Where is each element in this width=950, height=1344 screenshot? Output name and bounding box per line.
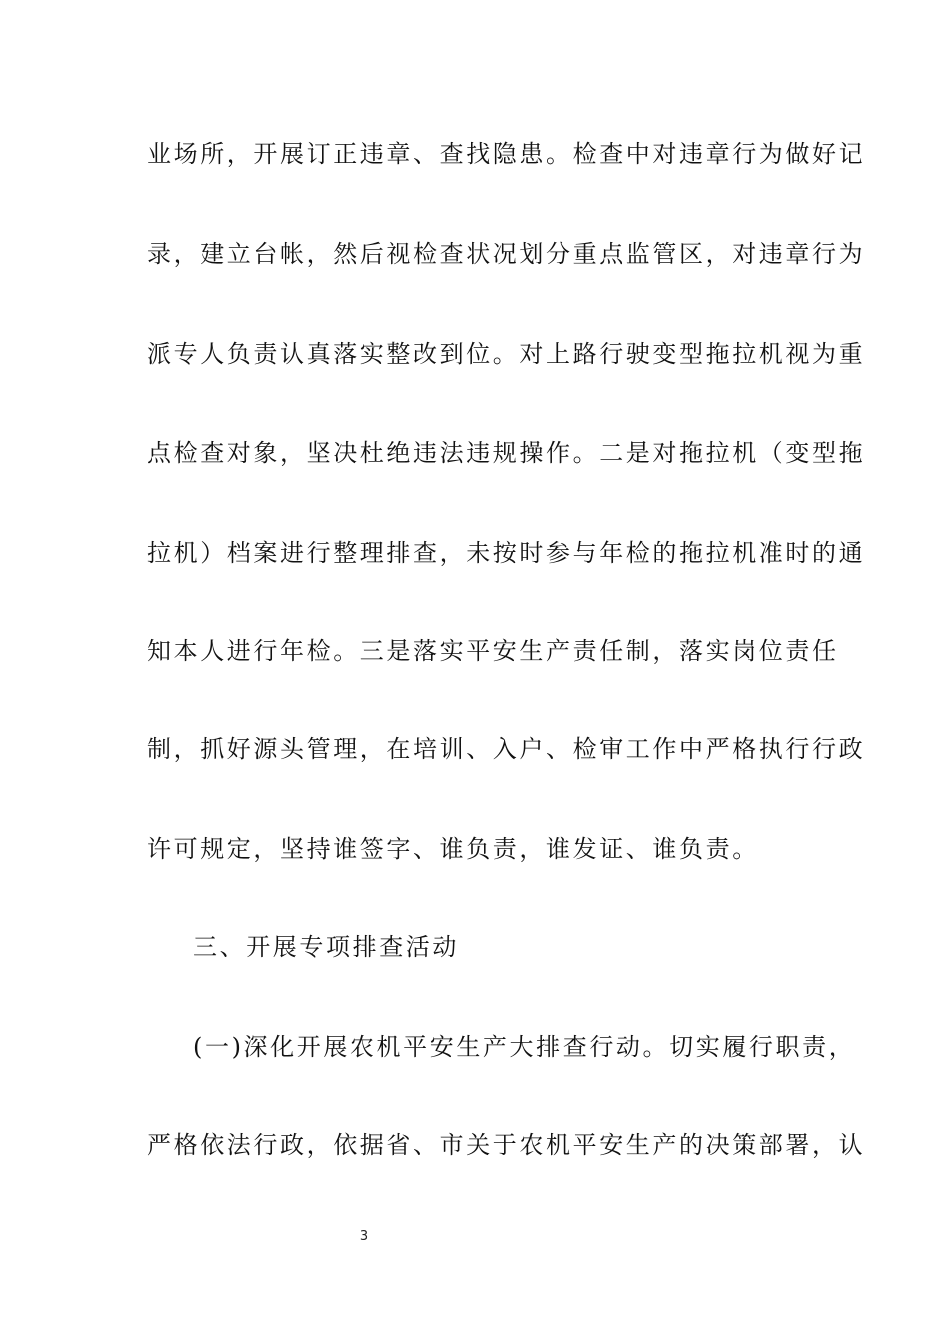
body-line-8: 许可规定，坚持谁签字、谁负责，谁发证、谁负责。 [147,835,759,863]
para2-line-1: (一)深化开展农机平安生产大排查行动。切实履行职责， [193,1033,856,1061]
body-line-2: 录，建立台帐，然后视检查状况划分重点监管区，对违章行为 [147,240,866,268]
para2-line-2: 严格依法行政，依据省、市关于农机平安生产的决策部署，认 [147,1131,866,1159]
body-line-5: 拉机）档案进行整理排查，未按时参与年检的拖拉机准时的通 [147,539,866,567]
body-line-4: 点检查对象，坚决杜绝违法违规操作。二是对拖拉机（变型拖 [147,439,866,467]
body-line-6: 知本人进行年检。三是落实平安生产责任制，落实岗位责任 [147,637,839,665]
section-heading: 三、开展专项排查活动 [193,933,459,961]
body-line-3: 派专人负责认真落实整改到位。对上路行驶变型拖拉机视为重 [147,340,866,368]
page-number: 3 [359,1229,369,1244]
body-line-7: 制，抓好源头管理，在培训、入户、检审工作中严格执行行政 [147,735,866,763]
body-line-1: 业场所，开展订正违章、查找隐患。检查中对违章行为做好记 [147,140,866,168]
